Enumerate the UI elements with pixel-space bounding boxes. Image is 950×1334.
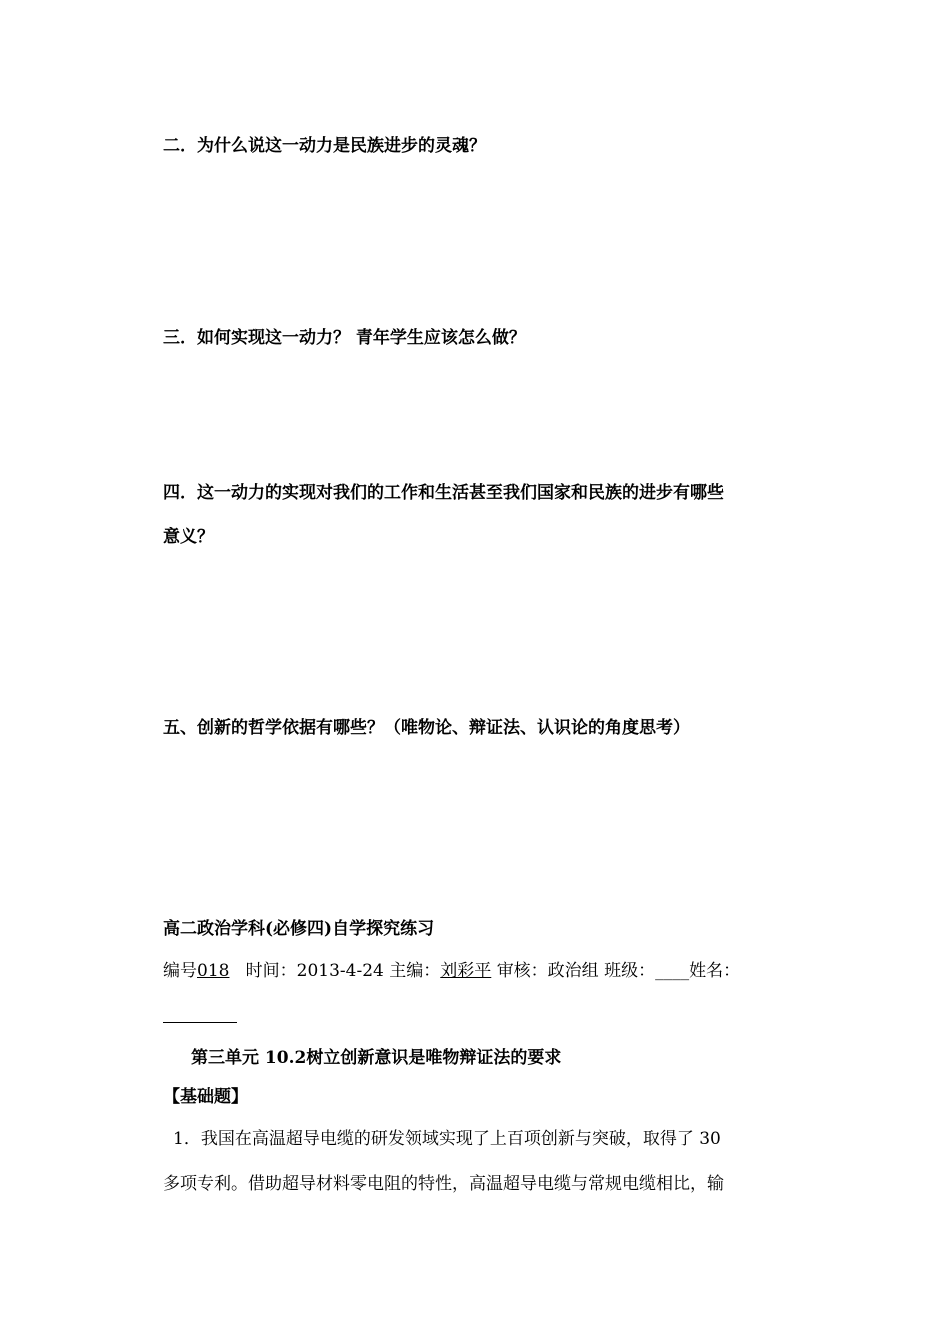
editor-value: 刘彩平 bbox=[440, 961, 492, 981]
basic-questions-label: 【基础题】 bbox=[163, 1087, 248, 1107]
worksheet-title: 高二政治学科(必修四)自学探究练习 bbox=[163, 919, 435, 939]
question-5: 五、创新的哲学依据有哪些？（唯物论、辩证法、认识论的角度思考） bbox=[163, 718, 690, 738]
number-label: 编号 bbox=[163, 961, 197, 981]
worksheet-meta bbox=[163, 960, 740, 982]
editor-label: 主编： bbox=[389, 961, 441, 981]
item-1-line-2: 多项专利。借助超导材料零电阻的特性，高温超导电缆与常规电缆相比，输 bbox=[163, 1174, 724, 1194]
question-3: 三．如何实现这一动力？ 青年学生应该怎么做？ bbox=[163, 328, 526, 348]
number-value: 018 bbox=[197, 961, 230, 981]
class-blank: ____ bbox=[655, 961, 690, 981]
name-blank-line bbox=[163, 1022, 237, 1023]
question-4-line-1: 四．这一动力的实现对我们的工作和生活甚至我们国家和民族的进步有哪些 bbox=[163, 483, 724, 503]
item-1-line-1: 1．我国在高温超导电缆的研发领域实现了上百项创新与突破，取得了 30 bbox=[173, 1129, 721, 1149]
time-text: 时间：2013-4-24 bbox=[245, 961, 384, 981]
question-4-line-2: 意义？ bbox=[163, 527, 214, 547]
unit-heading: 第三单元 10.2树立创新意识是唯物辩证法的要求 bbox=[191, 1048, 562, 1068]
class-label: 班级： bbox=[604, 961, 656, 981]
reviewer-text: 审核：政治组 bbox=[496, 961, 599, 981]
name-label: 姓名： bbox=[689, 961, 741, 981]
question-2: 二．为什么说这一动力是民族进步的灵魂？ bbox=[163, 136, 486, 156]
